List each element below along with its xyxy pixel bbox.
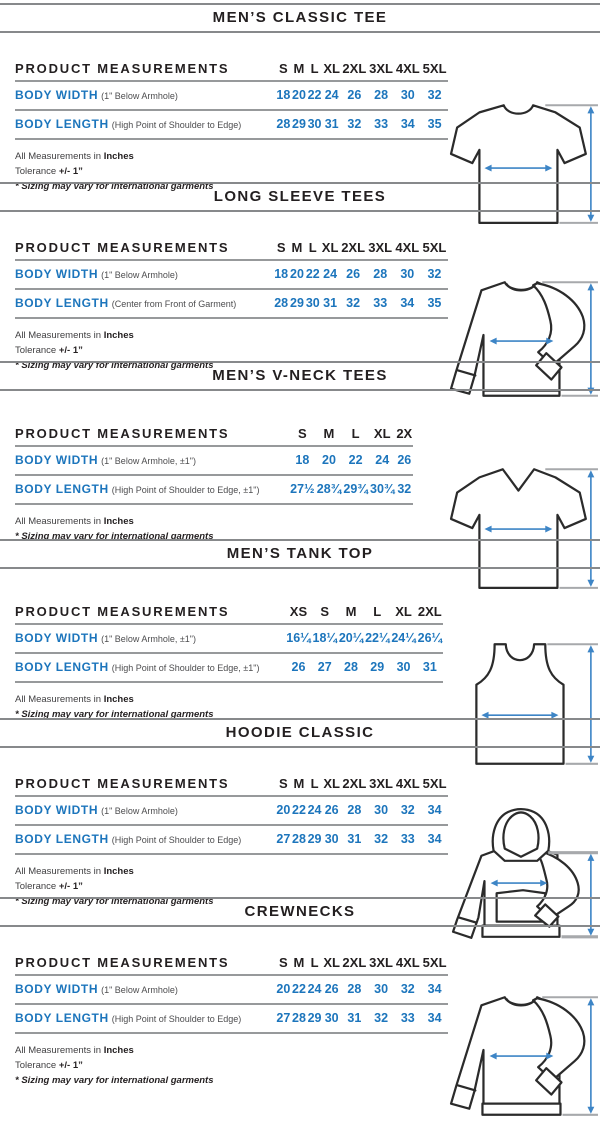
measurement-value: 26¼ <box>417 624 443 653</box>
measurement-value: 30¾ <box>369 475 396 504</box>
measurement-value: 20¼ <box>338 624 364 653</box>
measurements-table <box>15 59 448 140</box>
row-measure-note: (1" Below Armhole) <box>101 984 178 995</box>
section-title: MEN’S V-NECK TEES <box>212 366 388 384</box>
measurement-value: 35 <box>421 110 448 139</box>
size-column-header: XS <box>285 602 311 624</box>
measurement-value: 29 <box>289 289 305 318</box>
measurement-value: 30 <box>305 289 321 318</box>
size-column-header: S <box>276 774 292 796</box>
note-measurements-prefix: All Measurements in <box>15 151 102 162</box>
section-header <box>0 539 600 569</box>
row-measure-note: (1" Below Armhole, ±1") <box>101 634 196 645</box>
table-row <box>15 446 413 475</box>
measurement-value: 29 <box>307 1004 323 1033</box>
note-sizing: * Sizing may vary for international garments <box>15 181 214 192</box>
size-column-header: S <box>276 59 292 81</box>
measurement-value: 31 <box>322 110 341 139</box>
measurement-value: 30 <box>368 975 395 1004</box>
measurement-value: 28 <box>367 260 394 289</box>
measurement-value: 20 <box>276 975 292 1004</box>
size-column-header: XL <box>322 59 341 81</box>
size-column-header: L <box>307 59 323 81</box>
size-column-header: 2XL <box>340 238 367 260</box>
measurement-value: 30 <box>390 653 416 682</box>
size-column-header: M <box>316 424 343 446</box>
table-row <box>15 110 448 139</box>
measurement-value: 30 <box>394 260 421 289</box>
section-crewnecks <box>0 894 600 1086</box>
size-column-header: L <box>307 953 323 975</box>
measurement-value: 35 <box>421 289 448 318</box>
size-column-header: 3XL <box>368 774 395 796</box>
measurement-value: 26 <box>322 796 341 825</box>
note-measurements-prefix: All Measurements in <box>15 866 102 878</box>
note-measurements-prefix: All Measurements in <box>15 329 102 341</box>
note-measurements-unit: Inches <box>103 866 134 878</box>
section-title: HOODIE CLASSIC <box>225 724 375 742</box>
measurement-value: 20 <box>316 446 343 475</box>
measurement-value: 30 <box>307 110 323 139</box>
table-header-label: PRODUCT MEASUREMENTS <box>15 238 273 260</box>
row-label: BODY WIDTH <box>15 452 99 467</box>
note-measurements-prefix: All Measurements in <box>15 515 102 527</box>
section-header <box>0 182 600 212</box>
measurement-value: 24¼ <box>390 624 416 653</box>
row-label-cell <box>15 624 285 653</box>
row-label-cell <box>15 260 273 289</box>
row-label: BODY WIDTH <box>15 266 99 281</box>
measurement-value: 22 <box>305 260 321 289</box>
measurement-value: 18 <box>273 260 289 289</box>
table-header-label: PRODUCT MEASUREMENTS <box>15 953 276 975</box>
measurement-value: 28¾ <box>316 475 343 504</box>
measurement-value: 30 <box>322 825 341 854</box>
garment-illustration-area <box>448 985 600 1123</box>
table-row <box>15 796 448 825</box>
section-header <box>0 897 600 927</box>
section-title: MEN’S TANK TOP <box>226 545 374 563</box>
section-title: CREWNECKS <box>244 902 356 920</box>
size-column-header: 4XL <box>394 953 421 975</box>
measurement-value: 33 <box>394 825 421 854</box>
size-column-header: XL <box>321 238 340 260</box>
table-header-row <box>15 602 443 624</box>
row-label: BODY LENGTH <box>15 295 109 310</box>
section-header <box>0 718 600 748</box>
note-sizing: * Sizing may vary for international garments <box>15 709 214 721</box>
note-tolerance-value: +/- 1” <box>58 1059 83 1071</box>
measurement-value: 33 <box>394 1004 421 1033</box>
row-label-cell <box>15 653 285 682</box>
row-measure-note: (Center from Front of Garment) <box>111 298 237 309</box>
row-measure-note: (High Point of Shoulder to Edge, ±1") <box>111 484 260 495</box>
measurement-value: 20 <box>289 260 305 289</box>
note-measurements-prefix: All Measurements in <box>15 694 102 706</box>
measurement-value: 31 <box>321 289 340 318</box>
measurement-value: 34 <box>421 975 448 1004</box>
note-tolerance-value: +/- 1” <box>58 166 83 177</box>
measurement-value: 22¼ <box>364 624 390 653</box>
note-tolerance-value: +/- 1” <box>58 881 83 893</box>
size-column-header: 4XL <box>394 774 421 796</box>
size-column-header: 5XL <box>421 953 448 975</box>
note-measurements-unit: Inches <box>103 694 134 706</box>
measurement-value: 29 <box>364 653 390 682</box>
size-column-header: 5XL <box>421 774 448 796</box>
size-column-header: 5XL <box>421 59 448 81</box>
size-column-header: M <box>291 953 307 975</box>
measurement-value: 24 <box>322 81 341 110</box>
row-label-cell <box>15 475 289 504</box>
measurement-value: 22 <box>342 446 369 475</box>
size-column-header: L <box>305 238 321 260</box>
measurement-value: 27 <box>276 1004 292 1033</box>
row-measure-note: (1" Below Armhole) <box>101 91 178 101</box>
row-label: BODY WIDTH <box>15 803 99 818</box>
measurement-value: 28 <box>341 975 368 1004</box>
table-header-label: PRODUCT MEASUREMENTS <box>15 774 276 796</box>
measurement-value: 31 <box>341 825 368 854</box>
table-header-label: PRODUCT MEASUREMENTS <box>15 59 276 81</box>
section-title: MEN’S CLASSIC TEE <box>212 9 388 26</box>
note-sizing: * Sizing may vary for international garments <box>15 896 214 908</box>
row-label: BODY LENGTH <box>15 117 109 131</box>
measurement-value: 26 <box>322 975 341 1004</box>
section-header <box>0 361 600 391</box>
table-row <box>15 81 448 110</box>
note-sizing: * Sizing may vary for international garments <box>15 359 214 371</box>
measurement-value: 27½ <box>289 475 316 504</box>
measurement-value: 30 <box>368 796 395 825</box>
table-header-label: PRODUCT MEASUREMENTS <box>15 424 289 446</box>
size-column-header: 2X <box>396 424 413 446</box>
row-measure-note: (High Point of Shoulder to Edge) <box>111 1013 242 1024</box>
measurement-value: 34 <box>394 110 421 139</box>
table-header-row <box>15 59 448 81</box>
section-title: LONG SLEEVE TEES <box>213 187 387 205</box>
measurement-value: 32 <box>396 475 413 504</box>
row-label: BODY LENGTH <box>15 660 109 675</box>
section-mens-tank-top <box>0 536 600 721</box>
size-column-header: 3XL <box>368 59 395 81</box>
measurement-value: 28 <box>291 825 307 854</box>
note-tolerance-prefix: Tolerance <box>15 344 57 356</box>
measurement-value: 28 <box>291 1004 307 1033</box>
size-column-header: 2XL <box>341 953 368 975</box>
note-tolerance-prefix: Tolerance <box>15 881 57 893</box>
measurement-value: 24 <box>307 975 323 1004</box>
measurement-value: 24 <box>321 260 340 289</box>
row-measure-note: (1" Below Armhole) <box>101 269 178 280</box>
row-measure-note: (High Point of Shoulder to Edge) <box>111 835 242 846</box>
row-label-cell <box>15 975 276 1004</box>
size-column-header: S <box>312 602 338 624</box>
table-row <box>15 1004 448 1033</box>
row-label-cell <box>15 825 276 854</box>
note-measurements-unit: Inches <box>103 151 134 162</box>
measurement-value: 34 <box>421 796 448 825</box>
note-tolerance-value: +/- 1” <box>58 344 83 356</box>
size-column-header: L <box>364 602 390 624</box>
measurement-value: 33 <box>368 110 395 139</box>
row-label: BODY LENGTH <box>15 832 109 847</box>
size-column-header: XL <box>322 774 341 796</box>
table-row <box>15 825 448 854</box>
size-column-header: M <box>291 774 307 796</box>
size-column-header: L <box>307 774 323 796</box>
measurements-table <box>15 602 443 683</box>
measurement-value: 28 <box>368 81 395 110</box>
size-column-header: XL <box>390 602 416 624</box>
measurement-value: 22 <box>291 796 307 825</box>
row-measure-note: (High Point of Shoulder to Edge, ±1") <box>111 663 260 674</box>
row-label-cell <box>15 446 289 475</box>
table-header-label: PRODUCT MEASUREMENTS <box>15 602 285 624</box>
measurement-value: 22 <box>307 81 323 110</box>
measurement-value: 32 <box>368 825 395 854</box>
measurement-value: 29 <box>307 825 323 854</box>
row-label-cell <box>15 289 273 318</box>
note-measurements-unit: Inches <box>103 515 134 527</box>
section-mens-v-neck-tees <box>0 358 600 542</box>
size-column-header: 3XL <box>368 953 395 975</box>
row-label-cell <box>15 1004 276 1033</box>
measurement-value: 28 <box>273 289 289 318</box>
note-sizing: * Sizing may vary for international garments <box>15 1074 214 1086</box>
size-column-header: 2XL <box>341 59 368 81</box>
table-row <box>15 975 448 1004</box>
measurement-value: 30 <box>322 1004 341 1033</box>
measurement-value: 32 <box>340 289 367 318</box>
measurement-value: 32 <box>421 260 448 289</box>
table-row <box>15 653 443 682</box>
measurements-table <box>15 774 448 855</box>
table-row <box>15 289 448 318</box>
size-column-header: S <box>273 238 289 260</box>
row-label-cell <box>15 81 276 110</box>
measurement-value: 32 <box>341 110 368 139</box>
row-label: BODY LENGTH <box>15 481 109 496</box>
measurement-value: 18 <box>289 446 316 475</box>
note-tolerance-prefix: Tolerance <box>15 166 57 177</box>
measurement-value: 32 <box>394 975 421 1004</box>
table-header-row <box>15 953 448 975</box>
measurement-value: 26 <box>340 260 367 289</box>
row-label: BODY LENGTH <box>15 1010 109 1025</box>
measurement-value: 29 <box>291 110 307 139</box>
size-column-header: M <box>338 602 364 624</box>
size-column-header: 4XL <box>394 238 421 260</box>
table-row <box>15 624 443 653</box>
size-column-header: 2XL <box>341 774 368 796</box>
row-label: BODY WIDTH <box>15 631 99 646</box>
crewneck-illustration <box>448 985 600 1123</box>
measurement-value: 31 <box>341 1004 368 1033</box>
section-hoodie-classic <box>0 715 600 908</box>
measurement-value: 20 <box>291 81 307 110</box>
size-column-header: M <box>289 238 305 260</box>
size-column-header: 3XL <box>367 238 394 260</box>
size-column-header: XL <box>322 953 341 975</box>
row-label-cell <box>15 110 276 139</box>
note-measurements-prefix: All Measurements in <box>15 1044 102 1056</box>
table-header-row <box>15 774 448 796</box>
size-column-header: XL <box>369 424 396 446</box>
measurement-value: 29¾ <box>342 475 369 504</box>
section-header <box>0 3 600 33</box>
measurement-value: 28 <box>338 653 364 682</box>
measurement-value: 26 <box>341 81 368 110</box>
row-measure-note: (1" Below Armhole, ±1") <box>101 455 196 466</box>
table-header-row <box>15 424 413 446</box>
size-column-header: 5XL <box>421 238 448 260</box>
measurement-value: 34 <box>421 825 448 854</box>
measurement-value: 18 <box>276 81 292 110</box>
measurements-table <box>15 238 448 319</box>
measurement-value: 16¼ <box>285 624 311 653</box>
size-column-header: S <box>276 953 292 975</box>
measurement-value: 31 <box>417 653 443 682</box>
note-measurements-unit: Inches <box>103 1044 134 1056</box>
row-label: BODY WIDTH <box>15 981 99 996</box>
table-row <box>15 260 448 289</box>
measurement-value: 20 <box>276 796 292 825</box>
table-row <box>15 475 413 504</box>
measurement-value: 32 <box>368 1004 395 1033</box>
measurements-table <box>15 953 448 1034</box>
size-column-header: L <box>342 424 369 446</box>
note-sizing: * Sizing may vary for international garments <box>15 530 214 542</box>
note-tolerance-prefix: Tolerance <box>15 1059 57 1071</box>
size-column-header: 2XL <box>417 602 443 624</box>
measurement-value: 24 <box>307 796 323 825</box>
measurement-value: 34 <box>394 289 421 318</box>
table-header-row <box>15 238 448 260</box>
measurement-value: 18¼ <box>312 624 338 653</box>
measurement-value: 33 <box>367 289 394 318</box>
size-column-header: 4XL <box>394 59 421 81</box>
measurement-value: 34 <box>421 1004 448 1033</box>
section-body <box>0 953 600 1099</box>
measurement-value: 27 <box>276 825 292 854</box>
measurement-value: 28 <box>276 110 292 139</box>
measurement-value: 22 <box>291 975 307 1004</box>
row-label: BODY WIDTH <box>15 88 99 102</box>
row-measure-note: (High Point of Shoulder to Edge) <box>111 120 242 130</box>
section-mens-classic-tee <box>0 0 600 192</box>
measurements-table <box>15 424 413 505</box>
measurement-value: 26 <box>285 653 311 682</box>
measurement-value: 24 <box>369 446 396 475</box>
measurement-value: 30 <box>394 81 421 110</box>
measurement-value: 28 <box>341 796 368 825</box>
row-measure-note: (1" Below Armhole) <box>101 806 178 817</box>
section-long-sleeve-tees <box>0 179 600 371</box>
measurement-value: 32 <box>394 796 421 825</box>
size-column-header: M <box>291 59 307 81</box>
note-measurements-unit: Inches <box>103 329 134 341</box>
measurement-value: 27 <box>312 653 338 682</box>
measurement-value: 26 <box>396 446 413 475</box>
size-column-header: S <box>289 424 316 446</box>
row-label-cell <box>15 796 276 825</box>
measurement-value: 32 <box>421 81 448 110</box>
